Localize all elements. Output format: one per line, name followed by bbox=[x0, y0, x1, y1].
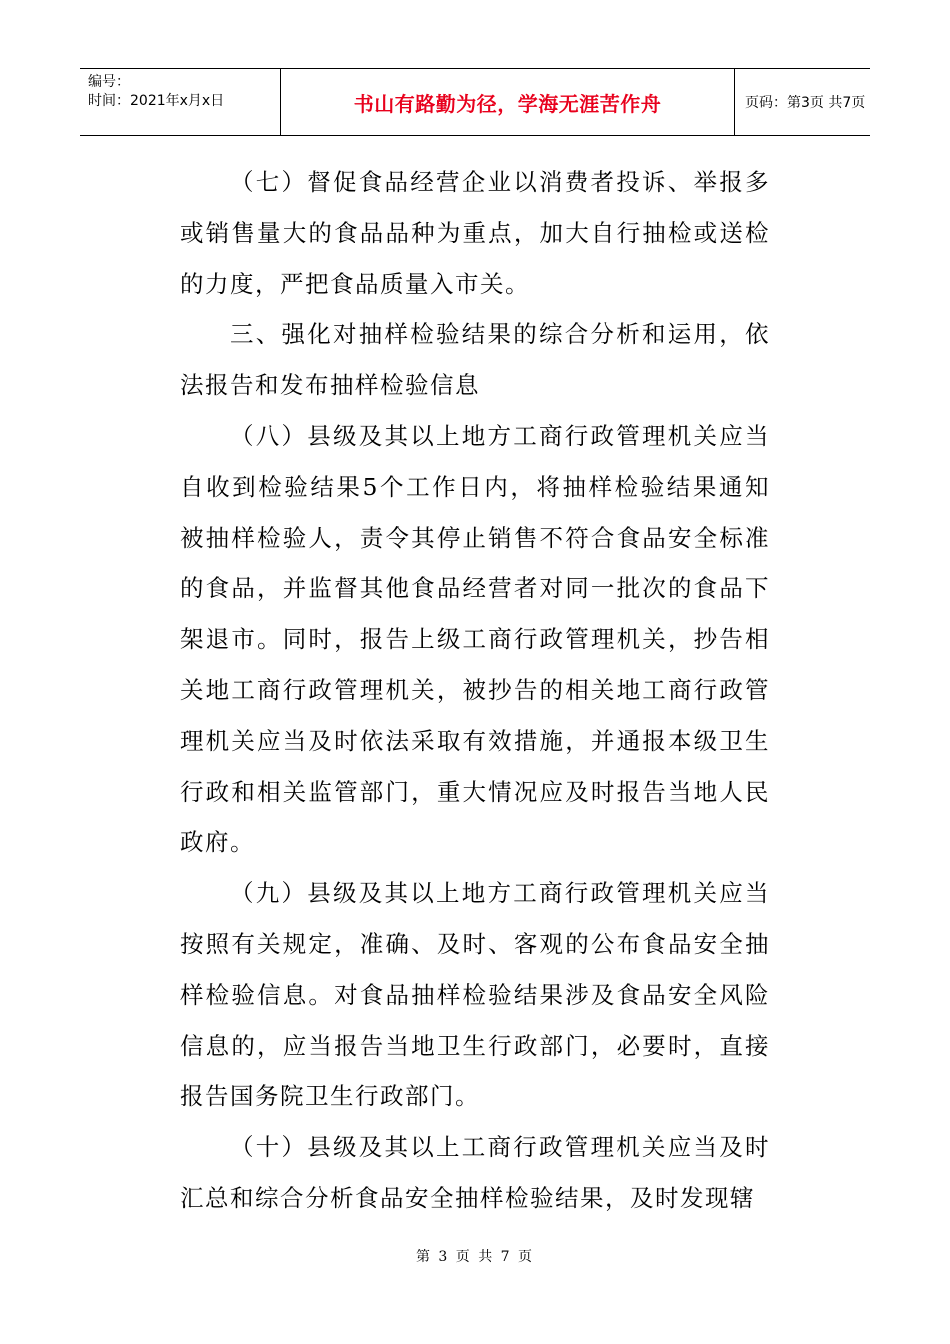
header-slogan: 书山有路勤为径，学海无涯苦作舟 bbox=[353, 91, 662, 116]
paragraph-9: （九）县级及其以上地方工商行政管理机关应当按照有关规定，准确、及时、客观的公布食品安全抽样检验信息。对食品抽样检验结果涉及食品安全风险信息的，应当报告当地卫生行政部门，必要时，直接报告国务院卫生行政部门。 bbox=[180, 879, 770, 1111]
header-page-info bbox=[735, 69, 870, 135]
paragraph-8: （八）县级及其以上地方工商行政管理机关应当自收到检验结果5个工作日内，将抽样检验结果通知被抽样检验人，责令其停止销售不符合食品安全标准的食品，并监督其他食品经营者对同一批次的食品下架退市。同时，报告上级工商行政管理机关，抄告相关地工商行政管理机关，被抄告的相关地工商行政管理机关应当及时依法采取有效措施，并通报本级卫生行政和相关监管部门，重大情况应及时报告当地人民政府。 bbox=[180, 421, 770, 857]
document-number: 编号： bbox=[88, 74, 130, 90]
header-meta bbox=[80, 69, 280, 135]
document-date: 时间：2021年x月x日 bbox=[88, 93, 225, 109]
paragraph-7: （七）督促食品经营企业以消费者投诉、举报多或销售量大的食品品种为重点，加大自行抽检或送检的力度，严把食品质量入市关。 bbox=[180, 168, 770, 298]
section-heading-3: 三、强化对抽样检验结果的综合分析和运用，依法报告和发布抽样检验信息 bbox=[180, 320, 770, 400]
header-slogan-cell bbox=[280, 69, 735, 135]
page-header bbox=[80, 68, 870, 136]
page-footer bbox=[0, 1246, 950, 1266]
header-page-number: 页码：第3页 共7页 bbox=[745, 95, 866, 111]
paragraph-10: （十）县级及其以上工商行政管理机关应当及时汇总和综合分析食品安全抽样检验结果，及时发现辖 bbox=[180, 1133, 770, 1212]
document-body bbox=[180, 157, 770, 1224]
footer-page-number: 第 3 页 共 7 页 bbox=[415, 1249, 535, 1265]
